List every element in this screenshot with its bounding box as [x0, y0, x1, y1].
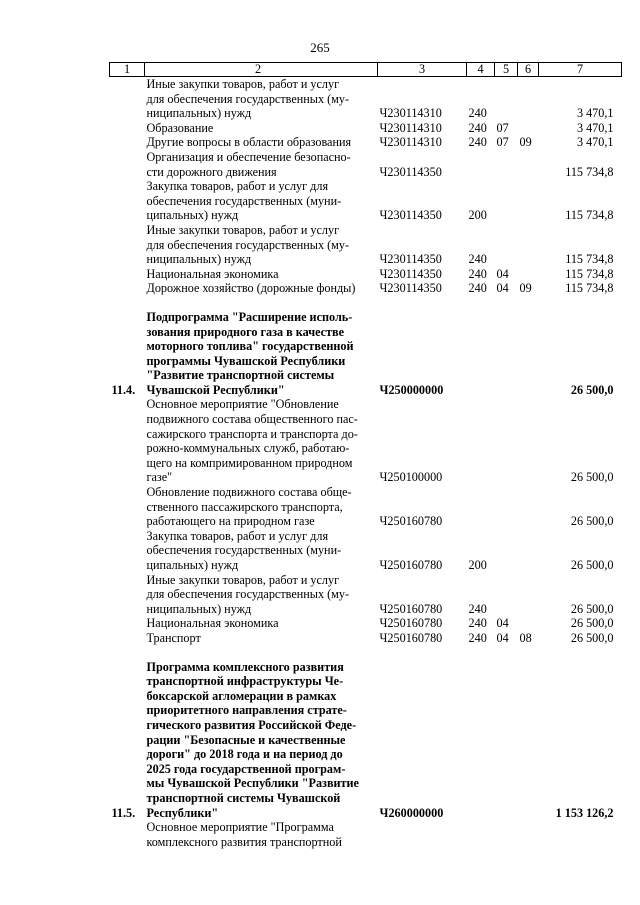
- row-name-line: щего на компримированном природном: [146, 455, 353, 470]
- row-name-line: ципальных) нужд: [146, 558, 239, 572]
- amount-value: 26 500,0: [570, 616, 614, 631]
- row-name-line: ниципальных) нужд: [146, 106, 252, 121]
- row-name-line: приоритетного направления страте-: [146, 703, 347, 718]
- row-name-line: Национальная экономика: [146, 616, 279, 631]
- table-row: [110, 820, 622, 849]
- row-number: [110, 573, 145, 617]
- row-name-line: для обеспечения государственных (му-: [146, 587, 350, 602]
- expense-type-code: 240: [468, 601, 487, 616]
- subsection-code: [518, 223, 539, 267]
- section-code: 04: [496, 630, 509, 645]
- row-name: [145, 631, 378, 646]
- row-number: [110, 631, 145, 646]
- table-row: [110, 179, 622, 223]
- row-number: [110, 616, 145, 631]
- header-col-3: 3: [378, 63, 467, 77]
- target-article-code: Ч230114350: [379, 252, 442, 267]
- subsection-code: [518, 150, 539, 179]
- row-name-line: 2025 года государственной програм-: [146, 761, 346, 776]
- section-code: 07: [496, 120, 509, 135]
- row-name-line: ниципальных) нужд: [146, 601, 252, 616]
- row-name: [145, 616, 378, 631]
- row-name: [145, 573, 378, 617]
- table-row: [110, 616, 622, 631]
- subsection-code: [518, 310, 539, 398]
- expense-type-code: 200: [468, 558, 487, 572]
- expense-type-code: 240: [468, 106, 487, 121]
- subsection-code: [518, 529, 539, 573]
- header-col-5: 5: [495, 63, 518, 77]
- subsection-code: [518, 397, 539, 485]
- spacer-cell: [110, 296, 622, 310]
- row-name-line: сти дорожного движения: [146, 164, 277, 179]
- row-number: [110, 223, 145, 267]
- row-name-line: ниципальных) нужд: [146, 252, 252, 267]
- section-code: 04: [496, 616, 509, 631]
- spacer-row: [110, 646, 622, 660]
- target-article-code: Ч250160780: [379, 601, 443, 616]
- subsection-code: [518, 485, 539, 529]
- amount-value: 3 470,1: [576, 120, 614, 135]
- page-number: 265: [310, 40, 330, 55]
- row-name: [145, 281, 378, 296]
- program-row: [110, 310, 622, 398]
- row-name: [145, 77, 378, 121]
- expense-type-code: 240: [468, 281, 487, 296]
- target-article-code: Ч230114310: [379, 106, 442, 121]
- amount-value: 115 734,8: [565, 208, 614, 223]
- table-row: [110, 529, 622, 573]
- table-row: [110, 77, 622, 121]
- section-code: [495, 529, 518, 573]
- section-code: [495, 310, 518, 398]
- subsection-code: [518, 77, 539, 121]
- subsection-code: [518, 267, 539, 282]
- row-name-line: программы Чувашской Республики: [146, 353, 346, 368]
- row-number: [110, 397, 145, 485]
- target-article-code: Ч250100000: [379, 470, 443, 485]
- row-name: [145, 485, 378, 529]
- header-col-1: 1: [110, 63, 145, 77]
- target-article-code: Ч250160780: [379, 616, 443, 631]
- amount-value: 115 734,8: [565, 252, 614, 267]
- row-name-line: подвижного состава общественного пас-: [146, 412, 358, 427]
- target-article-code: Ч250160780: [379, 514, 443, 529]
- row-name-line: Основное мероприятие "Программа: [146, 820, 334, 835]
- row-name-line: ственного пассажирского транспорта,: [146, 499, 343, 514]
- amount-value: 26 500,0: [570, 382, 614, 397]
- section-code: [495, 397, 518, 485]
- section-code: [495, 660, 518, 821]
- row-name-line: Программа комплексного развития: [146, 659, 344, 674]
- expense-type-code: [467, 310, 495, 398]
- target-article-code: Ч230114310: [379, 135, 442, 150]
- section-code: 04: [496, 266, 509, 281]
- row-name-line: газе": [146, 470, 173, 485]
- row-name-line: рации "Безопасные и качественные: [146, 732, 346, 747]
- row-name: [145, 135, 378, 150]
- amount-value: 115 734,8: [565, 281, 614, 296]
- amount-value: 26 500,0: [570, 470, 614, 485]
- row-name-line: Иные закупки товаров, работ и услуг: [146, 222, 340, 237]
- header-col-4: 4: [467, 63, 495, 77]
- amount-value: 115 734,8: [565, 266, 614, 281]
- target-article-code: Ч230114310: [379, 120, 442, 135]
- row-name-line: обеспечения государственных (муни-: [146, 543, 342, 558]
- expense-type-code: [467, 820, 495, 849]
- row-name-line: Национальная экономика: [146, 266, 279, 281]
- expense-type-code: 200: [468, 208, 487, 223]
- expense-type-code: [467, 660, 495, 821]
- target-article-code: Ч250000000: [379, 382, 444, 397]
- row-name-line: Закупка товаров, работ и услуг для: [146, 179, 329, 194]
- row-name-line: гического развития Российской Феде-: [146, 717, 357, 732]
- row-number: [110, 179, 145, 223]
- row-name-line: Обновление подвижного состава обще-: [146, 485, 352, 500]
- table-row: [110, 397, 622, 485]
- row-name: [145, 179, 378, 223]
- subsection-code: [518, 121, 539, 136]
- expense-type-code: 240: [468, 120, 487, 135]
- amount-value: 115 734,8: [565, 164, 614, 179]
- row-name-line: боксарской агломерации в рамках: [146, 688, 337, 703]
- row-number: [110, 820, 145, 849]
- row-name-line: Образование: [146, 120, 214, 135]
- target-article-code: Ч230114350: [379, 208, 442, 223]
- expense-type-code: 240: [468, 630, 487, 645]
- section-code: 04: [496, 281, 509, 296]
- section-code: [495, 179, 518, 223]
- row-name-line: Основное мероприятие "Обновление: [146, 397, 339, 412]
- budget-table: [109, 62, 622, 849]
- subsection-code: 09: [519, 135, 532, 150]
- row-name-line: Другие вопросы в области образования: [146, 135, 352, 150]
- table-body: [110, 63, 622, 850]
- row-name: [145, 397, 378, 485]
- row-number: 11.4.: [111, 382, 136, 397]
- amount-value: 3 470,1: [576, 135, 614, 150]
- section-code: [495, 820, 518, 849]
- table-row: [110, 631, 622, 646]
- subsection-code: 08: [519, 630, 532, 645]
- row-name-line: мы Чувашской Республики "Развитие: [146, 776, 359, 791]
- row-name-line: для обеспечения государственных (му-: [146, 237, 350, 252]
- amount-value: 26 500,0: [570, 558, 614, 572]
- expense-type-code: 240: [468, 135, 487, 150]
- row-name: [145, 820, 378, 849]
- table-row: [110, 573, 622, 617]
- row-name-line: Подпрограмма "Расширение исполь-: [146, 309, 353, 324]
- row-name: [145, 267, 378, 282]
- target-article-code: Ч230114350: [379, 164, 442, 179]
- row-name: [145, 121, 378, 136]
- expense-type-code: [467, 150, 495, 179]
- subsection-code: [518, 660, 539, 821]
- amount-value: [539, 820, 622, 849]
- section-code: [495, 485, 518, 529]
- row-name-line: Иные закупки товаров, работ и услуг: [146, 572, 340, 587]
- table-row: [110, 150, 622, 179]
- header-col-7: 7: [539, 63, 622, 77]
- amount-value: 3 470,1: [576, 106, 614, 121]
- row-number: [110, 281, 145, 296]
- target-article-code: Ч250160780: [379, 558, 443, 572]
- row-number: 11.5.: [111, 805, 136, 820]
- row-name-line: Дорожное хозяйство (дорожные фонды): [146, 281, 356, 296]
- row-name-line: дороги" до 2018 года и на период до: [146, 747, 343, 762]
- row-name: [145, 660, 378, 821]
- table-row: [110, 267, 622, 282]
- row-number: [110, 121, 145, 136]
- table-row: [110, 281, 622, 296]
- row-name-line: зования природного газа в качестве: [146, 324, 345, 339]
- row-name-line: ципальных) нужд: [146, 208, 239, 223]
- section-code: [495, 77, 518, 121]
- program-row: [110, 660, 622, 821]
- table-row: [110, 121, 622, 136]
- row-name-line: комплексного развития транспортной: [146, 834, 342, 849]
- section-code: [495, 150, 518, 179]
- expense-type-code: 240: [468, 616, 487, 631]
- row-name-line: "Развитие транспортной системы: [146, 368, 335, 383]
- amount-value: 26 500,0: [570, 601, 614, 616]
- row-number: [110, 529, 145, 573]
- table-row: [110, 485, 622, 529]
- row-name: [145, 310, 378, 398]
- subsection-code: [518, 616, 539, 631]
- target-article-code: [378, 820, 467, 849]
- target-article-code: Ч230114350: [379, 281, 442, 296]
- row-number: [110, 77, 145, 121]
- row-name-line: Организация и обеспечение безопасно-: [146, 149, 351, 164]
- amount-value: 1 153 126,2: [555, 805, 614, 820]
- row-name-line: транспортной инфраструктуры Че-: [146, 674, 344, 689]
- amount-value: 26 500,0: [570, 514, 614, 529]
- target-article-code: Ч230114350: [379, 266, 442, 281]
- row-name: [145, 150, 378, 179]
- section-code: [495, 223, 518, 267]
- subsection-code: 09: [519, 281, 532, 296]
- row-name-line: сажирского транспорта и транспорта до-: [146, 426, 358, 441]
- row-name-line: обеспечения государственных (муни-: [146, 193, 342, 208]
- subsection-code: [518, 179, 539, 223]
- section-code: 07: [496, 135, 509, 150]
- target-article-code: Ч260000000: [379, 805, 444, 820]
- row-name-line: Закупка товаров, работ и услуг для: [146, 528, 329, 543]
- row-number: [110, 267, 145, 282]
- section-code: [495, 573, 518, 617]
- row-name-line: для обеспечения государственных (му-: [146, 91, 350, 106]
- row-number: [110, 135, 145, 150]
- row-name: [145, 529, 378, 573]
- row-name-line: рожно-коммунальных служб, работаю-: [146, 441, 350, 456]
- expense-type-code: [467, 397, 495, 485]
- amount-value: 26 500,0: [570, 630, 614, 645]
- row-name-line: Чувашской Республики": [146, 382, 285, 397]
- spacer-row: [110, 296, 622, 310]
- row-number: [110, 150, 145, 179]
- row-name-line: моторного топлива" государственной: [146, 339, 354, 354]
- table-header-row: [110, 63, 622, 77]
- row-name: [145, 223, 378, 267]
- row-name-line: Транспорт: [146, 630, 201, 645]
- table-row: [110, 223, 622, 267]
- expense-type-code: [467, 485, 495, 529]
- spacer-cell: [110, 646, 622, 660]
- row-name-line: работающего на природном газе: [146, 514, 315, 529]
- header-col-6: 6: [518, 63, 539, 77]
- table-row: [110, 135, 622, 150]
- row-name-line: транспортной системы Чувашской: [146, 790, 341, 805]
- expense-type-code: 240: [468, 266, 487, 281]
- row-number: [110, 485, 145, 529]
- header-col-2: 2: [145, 63, 378, 77]
- row-name-line: Иные закупки товаров, работ и услуг: [146, 77, 340, 91]
- row-name-line: Республики": [146, 805, 219, 820]
- expense-type-code: 240: [468, 252, 487, 267]
- target-article-code: Ч250160780: [379, 630, 443, 645]
- subsection-code: [518, 573, 539, 617]
- subsection-code: [518, 820, 539, 849]
